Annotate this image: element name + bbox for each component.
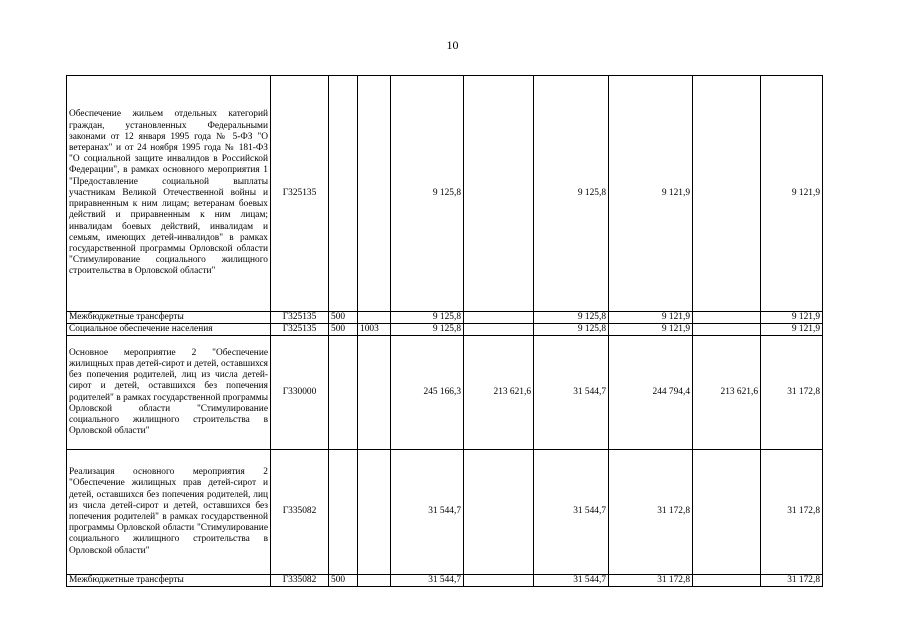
target-code: Г335082 xyxy=(271,575,329,587)
amount-federal-2 xyxy=(693,324,761,336)
amount-regional-2: 31 172,8 xyxy=(761,575,823,587)
amount-federal-1: 213 621,6 xyxy=(464,336,534,450)
table-row xyxy=(67,575,823,587)
expense-type: 500 xyxy=(329,312,358,324)
row-name: Основное мероприятие 2 "Обеспечение жилищных прав детей-сирот и детей, оставшихся без попечения родителей, лиц из числа детей-сирот и детей, оставшихся без попечения родителей" в рамках государственной программы Орловской области "Стимулирование социального жилищного строительства в Орловской области" xyxy=(67,336,271,450)
expense-type xyxy=(329,336,358,450)
section-code xyxy=(358,575,391,587)
budget-table xyxy=(66,75,823,587)
amount-total-1: 9 125,8 xyxy=(391,324,464,336)
amount-total-2: 9 121,9 xyxy=(609,324,693,336)
target-code: Г325135 xyxy=(271,312,329,324)
section-code xyxy=(358,76,391,312)
expense-type: 500 xyxy=(329,324,358,336)
amount-regional-2: 9 121,9 xyxy=(761,324,823,336)
target-code: Г325135 xyxy=(271,324,329,336)
target-code: Г325135 xyxy=(271,76,329,312)
target-code: Г335082 xyxy=(271,450,329,575)
target-code: Г330000 xyxy=(271,336,329,450)
table-row xyxy=(67,312,823,324)
expense-type: 500 xyxy=(329,575,358,587)
row-name: Обеспечение жильем отдельных категорий граждан, установленных Федеральными законами от 12 января 1995 года № 5-ФЗ "О ветеранах" и от 24 ноября 1995 года № 181-ФЗ "О социальной защите инвалидов в Российской Федерации", в рамках основного мероприятия 1 "Предоставление социальной выплаты участникам Великой Отечественной войны и приравненным к ним лицам; ветеранам боевых действий и приравненным к ним лицам; инвалидам боевых действий, инвалидам и семьям, имеющих детей-инвалидов" в рамках государственной программы Орловской области "Стимулирование социального жилищного строительства в Орловской области" xyxy=(67,76,271,312)
amount-regional-1: 31 544,7 xyxy=(534,450,609,575)
amount-federal-2 xyxy=(693,312,761,324)
amount-total-2: 244 794,4 xyxy=(609,336,693,450)
amount-regional-1: 31 544,7 xyxy=(534,575,609,587)
table-row xyxy=(67,76,823,312)
amount-total-1: 9 125,8 xyxy=(391,312,464,324)
amount-regional-1: 31 544,7 xyxy=(534,336,609,450)
amount-regional-2: 9 121,9 xyxy=(761,312,823,324)
amount-regional-2: 9 121,9 xyxy=(761,76,823,312)
amount-total-2: 9 121,9 xyxy=(609,76,693,312)
amount-federal-2 xyxy=(693,450,761,575)
amount-regional-1: 9 125,8 xyxy=(534,312,609,324)
section-code xyxy=(358,336,391,450)
amount-regional-2: 31 172,8 xyxy=(761,336,823,450)
amount-federal-1 xyxy=(464,76,534,312)
amount-total-2: 31 172,8 xyxy=(609,575,693,587)
amount-total-1: 31 544,7 xyxy=(391,450,464,575)
amount-regional-1: 9 125,8 xyxy=(534,76,609,312)
table-row xyxy=(67,336,823,450)
amount-federal-1 xyxy=(464,450,534,575)
expense-type xyxy=(329,450,358,575)
amount-federal-2: 213 621,6 xyxy=(693,336,761,450)
amount-regional-1: 9 125,8 xyxy=(534,324,609,336)
row-name: Социальное обеспечение населения xyxy=(67,324,271,336)
amount-federal-1 xyxy=(464,312,534,324)
amount-federal-1 xyxy=(464,575,534,587)
row-name: Реализация основного мероприятия 2 "Обеспечение жилищных прав детей-сирот и детей, оставшихся без попечения родителей, лиц из числа детей-сирот и детей, оставшихся без попечения родителей" в рамках государственной программы Орловской области "Стимулирование социального жилищного строительства в Орловской области" xyxy=(67,450,271,575)
page-number: 10 xyxy=(446,38,459,52)
table-row xyxy=(67,324,823,336)
amount-federal-2 xyxy=(693,76,761,312)
row-name: Межбюджетные трансферты xyxy=(67,575,271,587)
amount-total-1: 31 544,7 xyxy=(391,575,464,587)
amount-total-2: 31 172,8 xyxy=(609,450,693,575)
amount-regional-2: 31 172,8 xyxy=(761,450,823,575)
amount-federal-1 xyxy=(464,324,534,336)
table-row xyxy=(67,450,823,575)
section-code xyxy=(358,450,391,575)
amount-total-1: 9 125,8 xyxy=(391,76,464,312)
section-code xyxy=(358,312,391,324)
section-code: 1003 xyxy=(358,324,391,336)
amount-total-1: 245 166,3 xyxy=(391,336,464,450)
amount-total-2: 9 121,9 xyxy=(609,312,693,324)
amount-federal-2 xyxy=(693,575,761,587)
row-name: Межбюджетные трансферты xyxy=(67,312,271,324)
expense-type xyxy=(329,76,358,312)
